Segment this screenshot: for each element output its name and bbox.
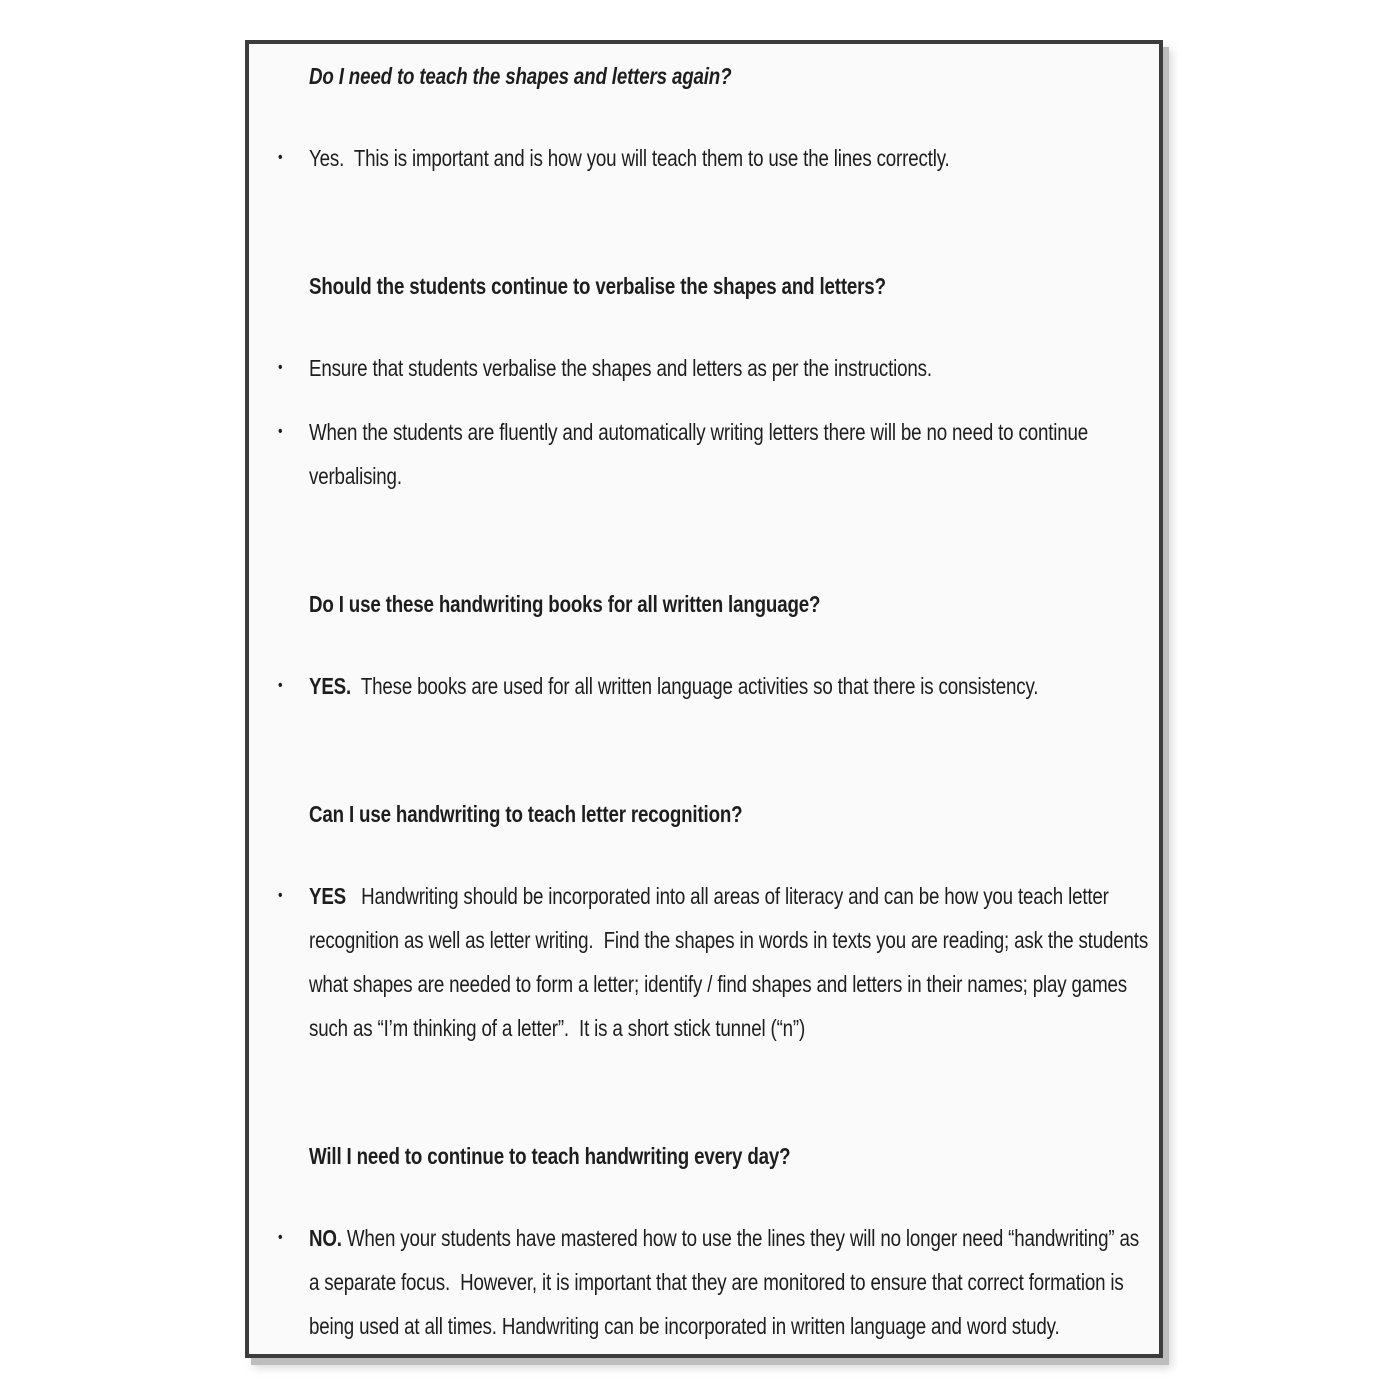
bullet-icon: • — [278, 887, 283, 904]
faq-section-2 — [278, 270, 1148, 498]
document-content — [278, 60, 1154, 1358]
faq-section-4 — [278, 798, 1154, 1050]
answer-lead: YES. — [309, 673, 352, 699]
answer-body: These books are used for all written language activities so that there is consistency. — [351, 673, 1039, 699]
list-item — [278, 664, 1148, 708]
bullet-icon: • — [278, 149, 283, 166]
question-heading: Can I use handwriting to teach letter recognition? — [309, 801, 743, 827]
question-heading: Should the students continue to verbalise the shapes and letters? — [309, 273, 886, 299]
bullet-icon: • — [278, 423, 283, 440]
question-heading: Will I need to continue to teach handwriting every day? — [309, 1143, 791, 1169]
answer-list — [278, 874, 1154, 1050]
answer-text — [309, 1216, 1148, 1348]
answer-body: Handwriting should be incorporated into all areas of literacy and can be how you teach letter recognition as well as letter writing. Find the shapes in words in texts you are reading; ask the students what shapes are needed to form a letter; identify / find shapes and letters in their names; play games such as “I’m thinking of a letter”. It is a short stick tunnel (“n”) — [309, 883, 1154, 1041]
answer-body: Yes. This is important and is how you will teach them to use the lines correctly. — [309, 145, 950, 171]
answer-text — [309, 874, 1154, 1050]
list-item — [278, 410, 1148, 498]
answer-lead: YES — [309, 883, 347, 909]
answer-body: When your students have mastered how to use the lines they will no longer need “handwriting” as a separate focus. However, it is important that they are monitored to ensure that correct formation is being used at all times. Handwriting can be incorporated in written language and word study. — [309, 1225, 1144, 1339]
answer-list — [278, 136, 1148, 180]
answer-text — [309, 346, 1148, 390]
answer-body: Ensure that students verbalise the shapes and letters as per the instructions. — [309, 355, 932, 381]
list-item — [278, 874, 1154, 1050]
answer-list — [278, 664, 1148, 708]
list-item — [278, 1216, 1148, 1348]
answer-body: When the students are fluently and automatically writing letters there will be no need to continue verbalising. — [309, 419, 1094, 489]
document-page — [245, 40, 1163, 1358]
bullet-icon: • — [278, 677, 283, 694]
faq-section-1 — [278, 60, 1148, 180]
answer-list — [278, 1216, 1148, 1348]
answer-list — [278, 346, 1148, 498]
answer-text — [309, 410, 1148, 498]
answer-text — [309, 664, 1148, 708]
question-heading: Do I use these handwriting books for all written language? — [309, 591, 821, 617]
list-item — [278, 346, 1148, 390]
bullet-icon: • — [278, 359, 283, 376]
bullet-icon: • — [278, 1229, 283, 1246]
answer-lead: NO. — [309, 1225, 342, 1251]
question-heading: Do I need to teach the shapes and letters again? — [309, 63, 732, 89]
list-item — [278, 136, 1148, 180]
faq-section-5 — [278, 1140, 1148, 1348]
faq-section-3 — [278, 588, 1148, 708]
answer-text — [309, 136, 1148, 180]
